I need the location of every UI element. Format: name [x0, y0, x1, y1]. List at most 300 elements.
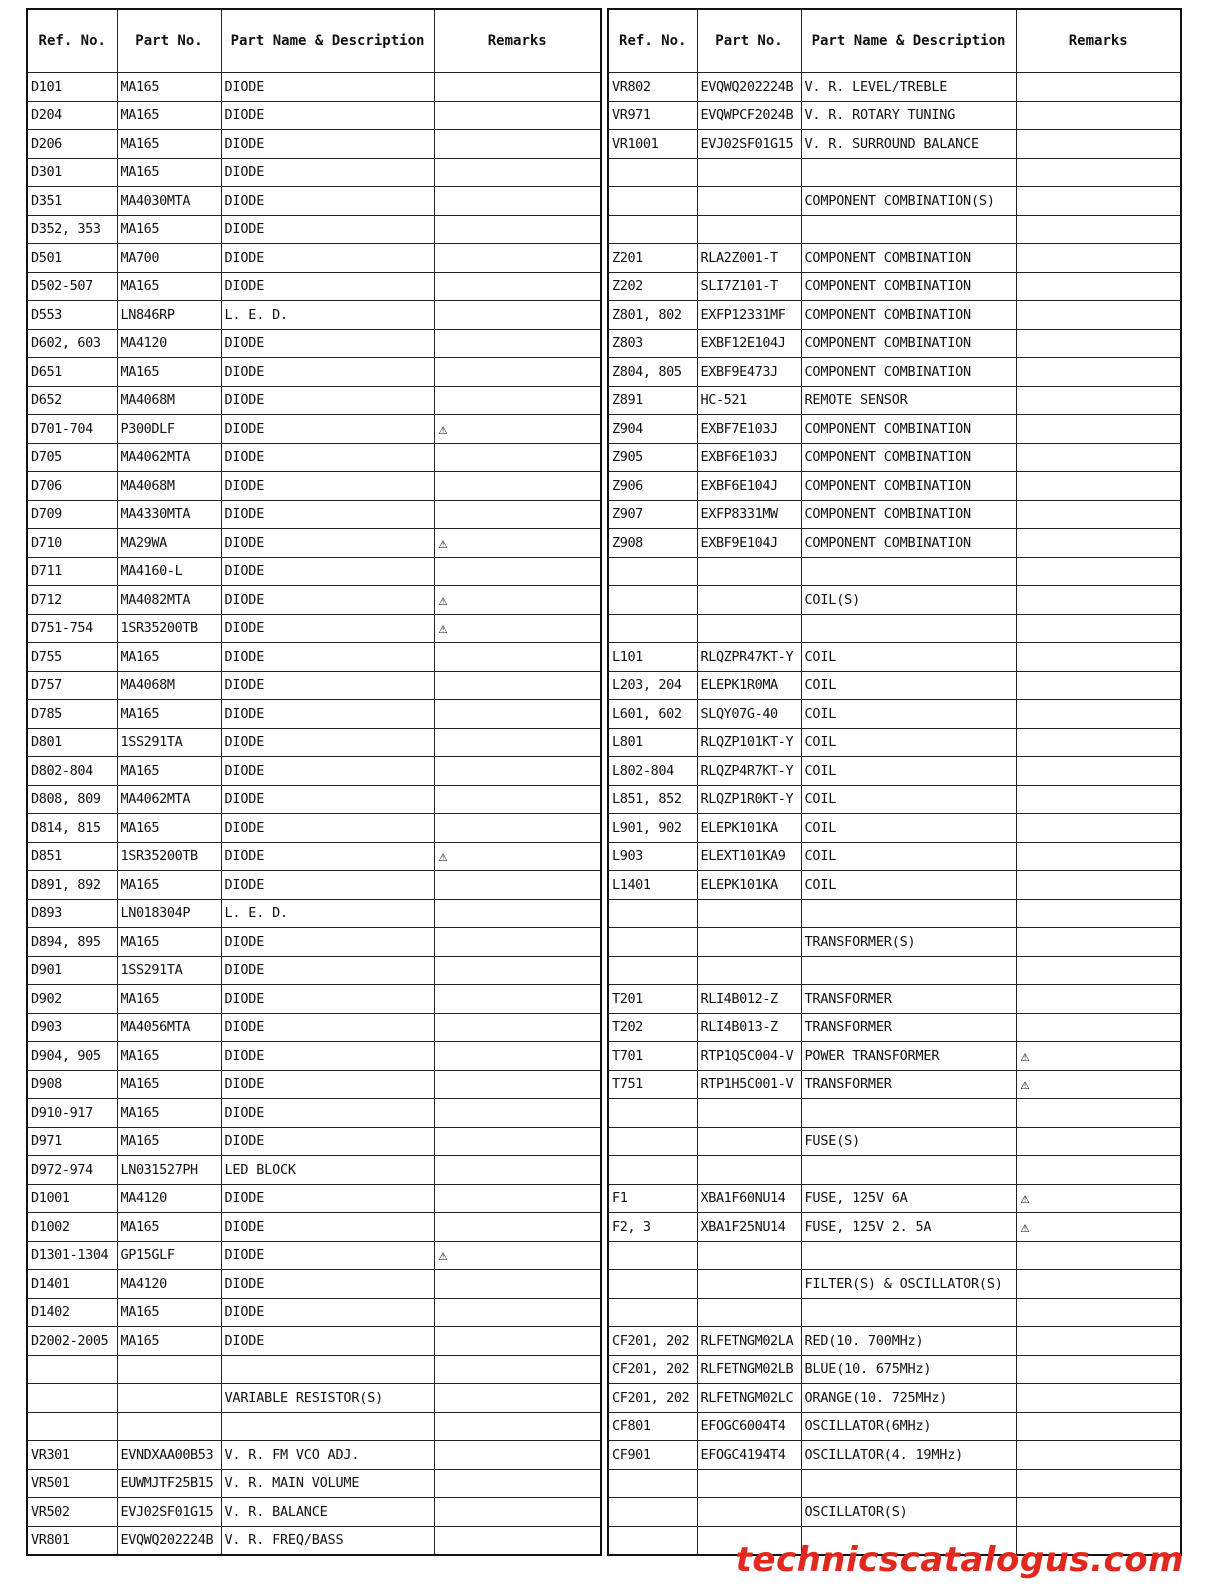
part-no-cell: XBA1F60NU14	[697, 1184, 801, 1213]
table-row	[27, 1184, 601, 1213]
ref-no-cell: L801	[608, 728, 697, 757]
ref-no-cell: D652	[27, 386, 117, 415]
description-cell: L. E. D.	[221, 301, 434, 330]
table-row	[608, 1099, 1181, 1128]
remarks-cell	[1016, 643, 1181, 672]
part-no-cell: MA165	[117, 101, 221, 130]
table-row	[27, 329, 601, 358]
site-watermark: technicscatalogus.com	[735, 1540, 1184, 1580]
remarks-cell	[1016, 158, 1181, 187]
table-row	[608, 301, 1181, 330]
table-row	[608, 1070, 1181, 1099]
table-row	[608, 272, 1181, 301]
description-cell: DIODE	[221, 1327, 434, 1356]
remarks-cell	[434, 358, 601, 387]
remarks-cell	[434, 244, 601, 273]
table-row	[27, 557, 601, 586]
description-cell: COIL	[801, 871, 1016, 900]
table-row	[608, 614, 1181, 643]
remarks-cell	[434, 956, 601, 985]
ref-no-cell: D712	[27, 586, 117, 615]
table-row	[608, 643, 1181, 672]
description-cell: DIODE	[221, 671, 434, 700]
description-cell: COMPONENT COMBINATION	[801, 529, 1016, 558]
ref-no-cell: D910-917	[27, 1099, 117, 1128]
part-no-cell: MA4330MTA	[117, 500, 221, 529]
table-row	[27, 472, 601, 501]
ref-no-cell: T202	[608, 1013, 697, 1042]
ref-no-cell	[608, 1498, 697, 1527]
table-row	[27, 1213, 601, 1242]
ref-no-cell: D1301-1304	[27, 1241, 117, 1270]
ref-no-cell: D901	[27, 956, 117, 985]
ref-no-cell: D971	[27, 1127, 117, 1156]
remarks-cell	[1016, 1327, 1181, 1356]
description-cell	[801, 158, 1016, 187]
description-cell	[801, 956, 1016, 985]
remarks-cell	[434, 1099, 601, 1128]
ref-no-cell	[608, 557, 697, 586]
remarks-cell	[434, 1013, 601, 1042]
ref-no-cell: D710	[27, 529, 117, 558]
table-row	[27, 101, 601, 130]
table-row	[608, 244, 1181, 273]
remarks-header: Remarks	[1016, 9, 1181, 73]
ref-no-cell: D785	[27, 700, 117, 729]
ref-no-cell: VR802	[608, 73, 697, 102]
remarks-cell	[1016, 614, 1181, 643]
ref-no-cell: CF801	[608, 1412, 697, 1441]
part-no-cell: MA165	[117, 1099, 221, 1128]
part-no-cell	[697, 187, 801, 216]
remarks-cell: ⚠	[1016, 1213, 1181, 1242]
table-row	[608, 871, 1181, 900]
ref-no-cell: D709	[27, 500, 117, 529]
remarks-cell	[1016, 472, 1181, 501]
part-no-cell: MA4120	[117, 1184, 221, 1213]
description-cell: COMPONENT COMBINATION	[801, 244, 1016, 273]
part-no-cell	[697, 1498, 801, 1527]
ref-no-cell: D1001	[27, 1184, 117, 1213]
table-row	[27, 956, 601, 985]
description-cell: DIODE	[221, 101, 434, 130]
remarks-cell	[434, 1298, 601, 1327]
description-cell: COMPONENT COMBINATION	[801, 472, 1016, 501]
remarks-cell	[1016, 586, 1181, 615]
remarks-cell	[434, 329, 601, 358]
part-no-cell: EXBF7E103J	[697, 415, 801, 444]
description-cell: COIL	[801, 785, 1016, 814]
ref-no-cell	[608, 899, 697, 928]
remarks-cell	[1016, 1498, 1181, 1527]
table-row	[608, 1184, 1181, 1213]
part-no-cell: EXBF6E104J	[697, 472, 801, 501]
table-row	[27, 158, 601, 187]
description-cell: DIODE	[221, 985, 434, 1014]
remarks-cell	[434, 814, 601, 843]
table-row	[27, 386, 601, 415]
description-cell: COIL	[801, 700, 1016, 729]
remarks-cell: ⚠	[1016, 1042, 1181, 1071]
part-no-cell	[117, 1384, 221, 1413]
ref-no-cell: D351	[27, 187, 117, 216]
remarks-cell	[1016, 871, 1181, 900]
description-cell: V. R. FREQ/BASS	[221, 1526, 434, 1555]
table-row	[608, 814, 1181, 843]
part-no-cell: SLI7Z101-T	[697, 272, 801, 301]
parts-table-right	[607, 8, 1182, 1556]
description-cell: DIODE	[221, 187, 434, 216]
description-cell: DIODE	[221, 1298, 434, 1327]
ref-no-cell: Z804, 805	[608, 358, 697, 387]
description-cell	[801, 1469, 1016, 1498]
part-no-cell: MA165	[117, 1327, 221, 1356]
remarks-cell	[434, 899, 601, 928]
table-row	[27, 1412, 601, 1441]
ref-no-cell: D751-754	[27, 614, 117, 643]
part-no-cell: EXBF9E473J	[697, 358, 801, 387]
part-no-cell: 1SS291TA	[117, 956, 221, 985]
part-no-cell: RLA2Z001-T	[697, 244, 801, 273]
part-no-cell: EXBF6E103J	[697, 443, 801, 472]
table-row	[608, 529, 1181, 558]
description-cell	[221, 1412, 434, 1441]
ref-no-cell: Z803	[608, 329, 697, 358]
part-no-cell: EXBF12E104J	[697, 329, 801, 358]
remarks-cell: ⚠	[1016, 1184, 1181, 1213]
ref-no-cell: D501	[27, 244, 117, 273]
table-row	[27, 985, 601, 1014]
description-cell	[801, 215, 1016, 244]
remarks-cell: ⚠	[434, 614, 601, 643]
remarks-cell	[1016, 671, 1181, 700]
part-no-cell: ELEPK101KA	[697, 871, 801, 900]
description-cell: DIODE	[221, 415, 434, 444]
ref-no-cell: D1002	[27, 1213, 117, 1242]
part-no-cell: P300DLF	[117, 415, 221, 444]
ref-no-cell: CF201, 202	[608, 1327, 697, 1356]
table-row	[608, 557, 1181, 586]
description-cell: DIODE	[221, 643, 434, 672]
description-cell: DIODE	[221, 215, 434, 244]
remarks-cell	[434, 500, 601, 529]
part-no-cell: ELEXT101KA9	[697, 842, 801, 871]
remarks-cell: ⚠	[434, 529, 601, 558]
ref-no-cell: Z907	[608, 500, 697, 529]
table-row	[608, 671, 1181, 700]
ref-no-cell: Z906	[608, 472, 697, 501]
part-no-cell: HC-521	[697, 386, 801, 415]
description-cell: DIODE	[221, 73, 434, 102]
description-cell	[801, 1298, 1016, 1327]
ref-no-cell: D352, 353	[27, 215, 117, 244]
ref-no-cell: T701	[608, 1042, 697, 1071]
description-cell: DIODE	[221, 1013, 434, 1042]
ref-no-cell: D894, 895	[27, 928, 117, 957]
table-row	[27, 1156, 601, 1185]
table-row	[608, 728, 1181, 757]
part-no-cell: MA165	[117, 700, 221, 729]
remarks-cell: ⚠	[434, 415, 601, 444]
table-row	[608, 1384, 1181, 1413]
part-no-cell: EVJ02SF01G15	[697, 130, 801, 159]
ref-no-cell: CF201, 202	[608, 1384, 697, 1413]
part-no-cell: SLQY07G-40	[697, 700, 801, 729]
part-no-cell: EXFP12331MF	[697, 301, 801, 330]
remarks-cell	[1016, 73, 1181, 102]
remarks-cell	[434, 557, 601, 586]
ref-no-cell: D301	[27, 158, 117, 187]
remarks-cell	[1016, 1127, 1181, 1156]
ref-no-cell: D705	[27, 443, 117, 472]
ref-no-cell: D972-974	[27, 1156, 117, 1185]
remarks-cell	[434, 757, 601, 786]
ref-no-cell	[608, 1099, 697, 1128]
table-row	[608, 187, 1181, 216]
table-header	[608, 9, 1181, 73]
remarks-cell	[1016, 130, 1181, 159]
table-row	[27, 1127, 601, 1156]
table-row	[27, 1327, 601, 1356]
remarks-cell	[1016, 101, 1181, 130]
part-no-cell	[697, 215, 801, 244]
table-row	[27, 500, 601, 529]
table-row	[608, 415, 1181, 444]
ref-no-cell	[27, 1355, 117, 1384]
part-no-cell: MA29WA	[117, 529, 221, 558]
ref-no-cell: D808, 809	[27, 785, 117, 814]
part-no-cell: RLQZP4R7KT-Y	[697, 757, 801, 786]
remarks-cell	[1016, 557, 1181, 586]
table-row	[27, 1469, 601, 1498]
ref-no-cell: D814, 815	[27, 814, 117, 843]
remarks-cell	[434, 215, 601, 244]
remarks-cell	[1016, 985, 1181, 1014]
remarks-cell: ⚠	[434, 586, 601, 615]
description-cell: L. E. D.	[221, 899, 434, 928]
remarks-cell	[1016, 1013, 1181, 1042]
description-cell: COMPONENT COMBINATION(S)	[801, 187, 1016, 216]
description-cell: OSCILLATOR(S)	[801, 1498, 1016, 1527]
table-row	[27, 529, 601, 558]
part-no-cell	[117, 1355, 221, 1384]
remarks-cell	[434, 643, 601, 672]
remarks-cell	[434, 1042, 601, 1071]
description-cell: DIODE	[221, 614, 434, 643]
remarks-cell	[434, 1213, 601, 1242]
remarks-cell	[434, 272, 601, 301]
parts-table-left	[26, 8, 602, 1556]
table-row	[27, 928, 601, 957]
ref-no-cell: L601, 602	[608, 700, 697, 729]
description-cell: DIODE	[221, 329, 434, 358]
ref-no-cell: D851	[27, 842, 117, 871]
table-row	[608, 1127, 1181, 1156]
ref-no-cell	[27, 1412, 117, 1441]
description-cell	[801, 1099, 1016, 1128]
ref-no-cell: D755	[27, 643, 117, 672]
ref-no-cell: D802-804	[27, 757, 117, 786]
description-cell: RED(10. 700MHz)	[801, 1327, 1016, 1356]
remarks-cell	[1016, 244, 1181, 273]
description-cell: V. R. LEVEL/TREBLE	[801, 73, 1016, 102]
description-cell: DIODE	[221, 700, 434, 729]
description-header: Part Name & Description	[801, 9, 1016, 73]
table-row	[27, 757, 601, 786]
part-no-cell	[697, 956, 801, 985]
part-no-cell: MA165	[117, 814, 221, 843]
part-no-cell: GP15GLF	[117, 1241, 221, 1270]
part-no-cell: MA165	[117, 130, 221, 159]
ref-no-cell: D908	[27, 1070, 117, 1099]
part-no-cell	[697, 1127, 801, 1156]
remarks-cell	[434, 1127, 601, 1156]
remarks-cell	[434, 785, 601, 814]
ref-no-cell: VR971	[608, 101, 697, 130]
part-no-cell: RLI4B012-Z	[697, 985, 801, 1014]
table-row	[27, 671, 601, 700]
part-no-cell: EUWMJTF25B15	[117, 1469, 221, 1498]
ref-no-cell: D701-704	[27, 415, 117, 444]
ref-no-cell	[608, 1298, 697, 1327]
description-cell: DIODE	[221, 871, 434, 900]
description-cell: DIODE	[221, 358, 434, 387]
ref-no-cell	[608, 215, 697, 244]
description-cell: V. R. BALANCE	[221, 1498, 434, 1527]
remarks-cell: ⚠	[1016, 1070, 1181, 1099]
ref-no-cell: D553	[27, 301, 117, 330]
ref-no-header: Ref. No.	[27, 9, 117, 73]
part-no-cell: RTP1H5C001-V	[697, 1070, 801, 1099]
description-cell: POWER TRANSFORMER	[801, 1042, 1016, 1071]
table-row	[608, 500, 1181, 529]
remarks-cell	[434, 101, 601, 130]
table-row	[608, 1298, 1181, 1327]
ref-no-cell: D204	[27, 101, 117, 130]
table-row	[608, 443, 1181, 472]
description-cell: FUSE(S)	[801, 1127, 1016, 1156]
part-no-cell: MA4030MTA	[117, 187, 221, 216]
description-cell: DIODE	[221, 1270, 434, 1299]
ref-no-cell	[608, 1156, 697, 1185]
description-cell: DIODE	[221, 130, 434, 159]
part-no-cell: XBA1F25NU14	[697, 1213, 801, 1242]
table-row	[608, 158, 1181, 187]
table-row	[608, 956, 1181, 985]
remarks-cell	[1016, 415, 1181, 444]
table-row	[608, 785, 1181, 814]
part-no-cell: MA165	[117, 871, 221, 900]
ref-no-cell: L903	[608, 842, 697, 871]
description-cell: COIL	[801, 728, 1016, 757]
remarks-cell	[1016, 1412, 1181, 1441]
description-cell: DIODE	[221, 1070, 434, 1099]
part-no-cell	[697, 1270, 801, 1299]
description-cell: DIODE	[221, 272, 434, 301]
ref-no-cell: VR502	[27, 1498, 117, 1527]
remarks-cell	[434, 985, 601, 1014]
remarks-cell	[434, 472, 601, 501]
table-row	[27, 1355, 601, 1384]
part-no-cell: LN846RP	[117, 301, 221, 330]
description-cell: DIODE	[221, 158, 434, 187]
table-row	[608, 1498, 1181, 1527]
remarks-cell	[1016, 1270, 1181, 1299]
table-row	[27, 614, 601, 643]
part-no-cell	[697, 899, 801, 928]
part-no-cell: ELEPK1R0MA	[697, 671, 801, 700]
description-cell: TRANSFORMER	[801, 985, 1016, 1014]
part-no-cell: MA4068M	[117, 386, 221, 415]
remarks-cell	[434, 443, 601, 472]
part-no-cell: RLI4B013-Z	[697, 1013, 801, 1042]
table-row	[27, 1042, 601, 1071]
table-row	[608, 358, 1181, 387]
ref-no-cell: L203, 204	[608, 671, 697, 700]
part-no-cell: 1SS291TA	[117, 728, 221, 757]
description-cell: REMOTE SENSOR	[801, 386, 1016, 415]
description-cell: DIODE	[221, 472, 434, 501]
part-no-cell: ELEPK101KA	[697, 814, 801, 843]
ref-no-cell: D2002-2005	[27, 1327, 117, 1356]
part-no-cell: RLFETNGM02LC	[697, 1384, 801, 1413]
ref-no-cell: VR1001	[608, 130, 697, 159]
table-row	[27, 728, 601, 757]
description-cell	[801, 614, 1016, 643]
table-row	[608, 1213, 1181, 1242]
part-no-header: Part No.	[697, 9, 801, 73]
remarks-cell	[1016, 215, 1181, 244]
part-no-cell: MA165	[117, 1127, 221, 1156]
ref-no-cell	[608, 1127, 697, 1156]
part-no-cell	[697, 614, 801, 643]
ref-no-cell	[608, 1526, 697, 1555]
ref-no-cell: D706	[27, 472, 117, 501]
part-no-cell: MA700	[117, 244, 221, 273]
ref-no-cell: Z908	[608, 529, 697, 558]
part-no-cell: MA4120	[117, 1270, 221, 1299]
description-cell: DIODE	[221, 557, 434, 586]
table-row	[27, 272, 601, 301]
table-row	[27, 1070, 601, 1099]
remarks-header: Remarks	[434, 9, 601, 73]
description-cell: OSCILLATOR(6MHz)	[801, 1412, 1016, 1441]
ref-no-cell	[608, 1270, 697, 1299]
remarks-cell	[1016, 500, 1181, 529]
ref-no-cell: D904, 905	[27, 1042, 117, 1071]
description-cell: DIODE	[221, 586, 434, 615]
description-cell: LED BLOCK	[221, 1156, 434, 1185]
remarks-cell	[1016, 1469, 1181, 1498]
remarks-cell	[434, 1526, 601, 1555]
part-no-cell: EXFP8331MW	[697, 500, 801, 529]
part-no-cell: MA4160-L	[117, 557, 221, 586]
table-row	[27, 73, 601, 102]
ref-no-cell	[608, 187, 697, 216]
ref-no-cell: VR501	[27, 1469, 117, 1498]
description-cell: COIL	[801, 643, 1016, 672]
description-cell: VARIABLE RESISTOR(S)	[221, 1384, 434, 1413]
description-cell: DIODE	[221, 1241, 434, 1270]
part-no-cell: EVJ02SF01G15	[117, 1498, 221, 1527]
table-row	[27, 814, 601, 843]
table-row	[27, 1241, 601, 1270]
ref-no-header: Ref. No.	[608, 9, 697, 73]
description-cell: COMPONENT COMBINATION	[801, 358, 1016, 387]
ref-no-cell: L802-804	[608, 757, 697, 786]
description-cell: V. R. FM VCO ADJ.	[221, 1441, 434, 1470]
table-row	[27, 1384, 601, 1413]
